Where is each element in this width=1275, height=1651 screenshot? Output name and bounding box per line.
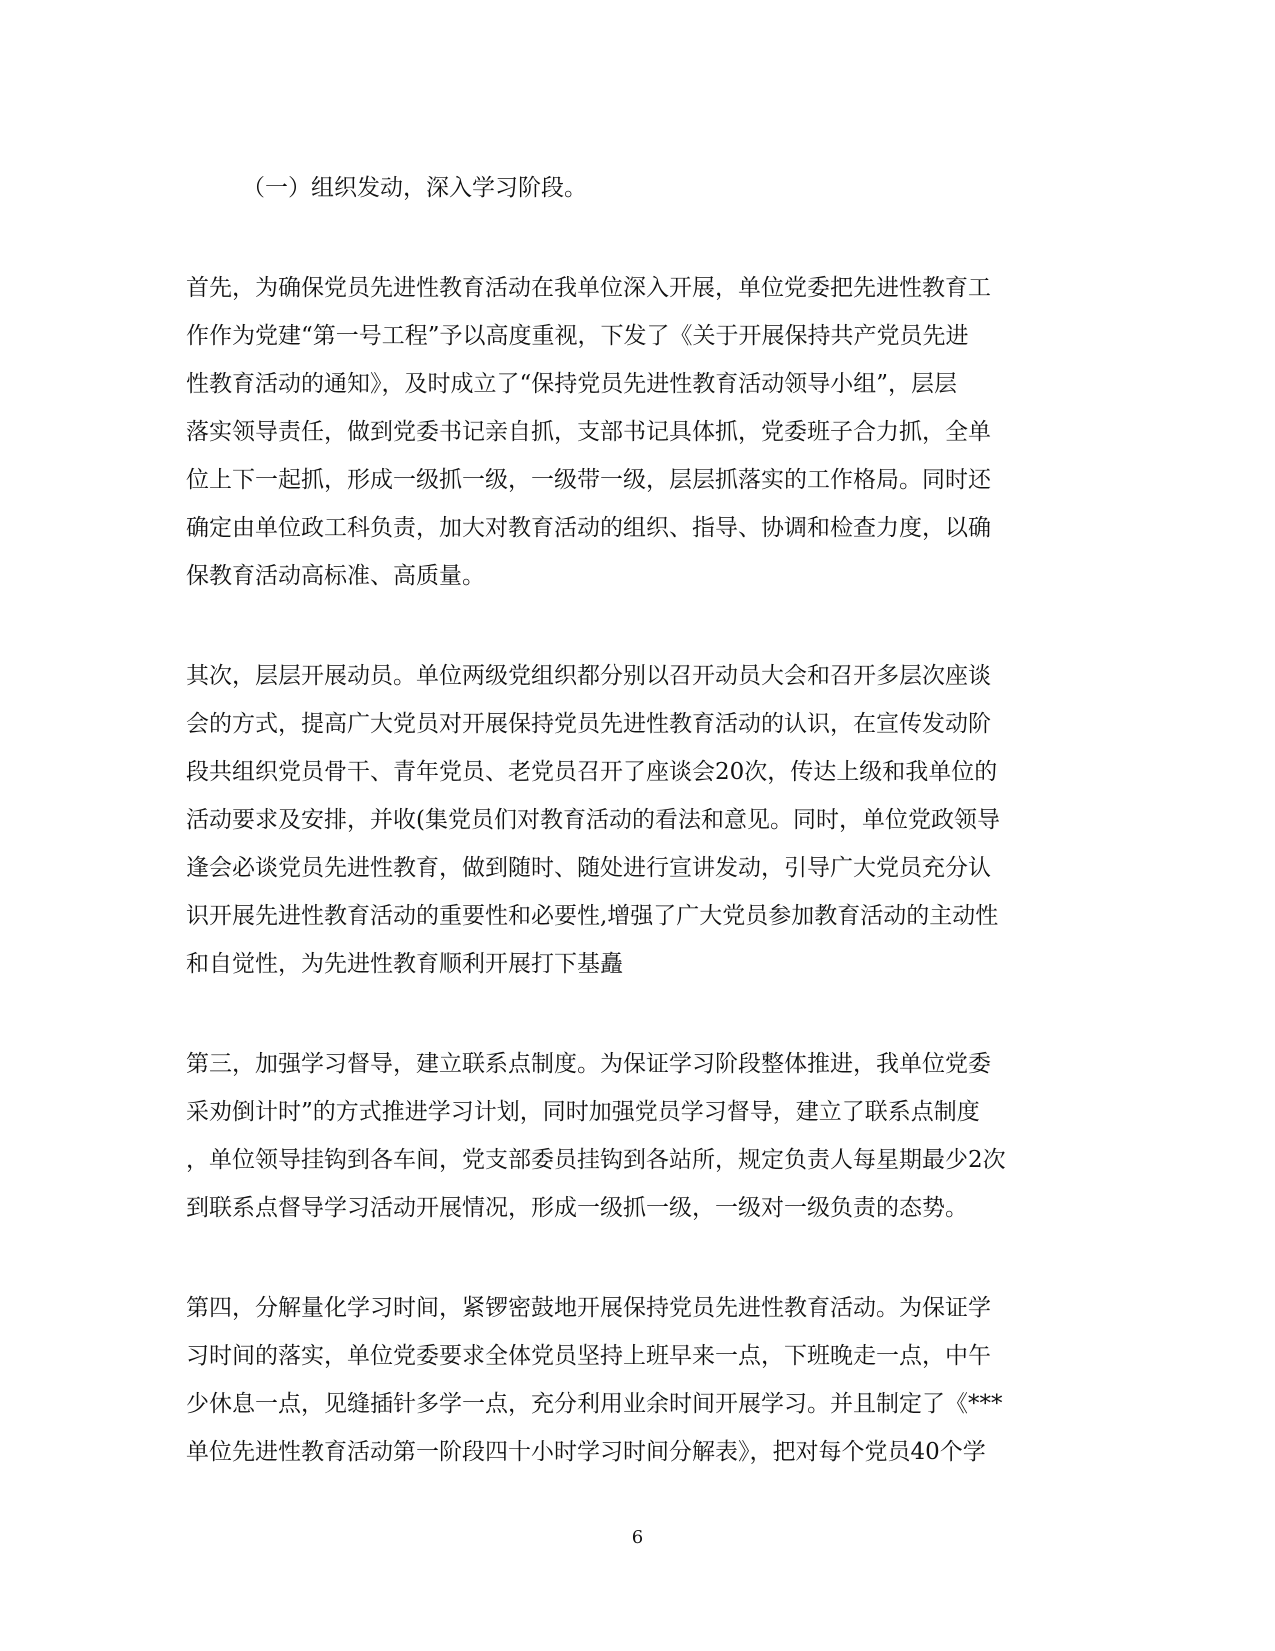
paragraph-line: 逢会必谈党员先进性教育，做到随时、随处进行宣讲发动，引导广大党员充分认 (186, 855, 991, 881)
document-body (186, 164, 1066, 1476)
paragraph-spacer (186, 988, 1066, 1040)
page-number: 6 (631, 1527, 644, 1548)
paragraph-line: 单位先进性教育活动第一阶段四十小时学习时间分解表》，把对每个党员40个学 (186, 1439, 986, 1465)
paragraph-line: 落实领导责任，做到党委书记亲自抓，支部书记具体抓，党委班子合力抓，全单 (186, 419, 991, 445)
paragraph-line: ，单位领导挂钩到各车间，党支部委员挂钩到各站所，规定负责人每星期最少2次 (186, 1147, 1006, 1173)
paragraph-line: 第三，加强学习督导，建立联系点制度。为保证学习阶段整体推进，我单位党委 (186, 1051, 991, 1077)
paragraph-line: 习时间的落实，单位党委要求全体党员坚持上班早来一点，下班晚走一点，中午 (186, 1343, 991, 1369)
section-heading: （一）组织发动，深入学习阶段。 (242, 175, 587, 201)
paragraph-4 (186, 1284, 1066, 1476)
paragraph-line: 少休息一点，见缝插针多学一点，充分利用业余时间开展学习。并且制定了《*** (186, 1391, 1003, 1417)
paragraph-line: 第四，分解量化学习时间，紧锣密鼓地开展保持党员先进性教育活动。为保证学 (186, 1295, 991, 1321)
paragraph-line: 采劝倒计时”的方式推进学习计划，同时加强党员学习督导，建立了联系点制度 (186, 1099, 980, 1125)
paragraph-line: 段共组织党员骨干、青年党员、老党员召开了座谈会20次，传达上级和我单位的 (186, 759, 998, 785)
paragraph-line: 保教育活动高标准、高质量。 (186, 563, 485, 589)
paragraph-line: 确定由单位政工科负责，加大对教育活动的组织、指导、协调和检查力度，以确 (186, 515, 991, 541)
paragraph-line: 识开展先进性教育活动的重要性和必要性,增强了广大党员参加教育活动的主动性 (186, 903, 999, 929)
paragraph-line: 其次，层层开展动员。单位两级党组织都分别以召开动员大会和召开多层次座谈 (186, 663, 991, 689)
paragraph-2 (186, 652, 1066, 988)
paragraph-line: 作作为党建“第一号工程”予以高度重视，下发了《关于开展保持共产党员先进 (186, 323, 969, 349)
paragraph-line: 会的方式，提高广大党员对开展保持党员先进性教育活动的认识，在宣传发动阶 (186, 711, 991, 737)
paragraph-1 (186, 264, 1066, 600)
paragraph-line: 性教育活动的通知》，及时成立了“保持党员先进性教育活动领导小组”，层层 (186, 371, 958, 397)
paragraph-line: 活动要求及安排，并收(集党员们对教育活动的看法和意见。同时，单位党政领导 (186, 807, 1000, 833)
paragraph-spacer (186, 1232, 1066, 1284)
paragraph-line: 到联系点督导学习活动开展情况，形成一级抓一级，一级对一级负责的态势。 (186, 1195, 968, 1221)
paragraph-line: 首先，为确保党员先进性教育活动在我单位深入开展，单位党委把先进性教育工 (186, 275, 991, 301)
paragraph-spacer (186, 212, 1066, 264)
paragraph-spacer (186, 600, 1066, 652)
paragraph-line: 位上下一起抓，形成一级抓一级，一级带一级，层层抓落实的工作格局。同时还 (186, 467, 991, 493)
paragraph-3 (186, 1040, 1066, 1232)
paragraph-line: 和自觉性，为先进性教育顺利开展打下基矗 (186, 951, 623, 977)
